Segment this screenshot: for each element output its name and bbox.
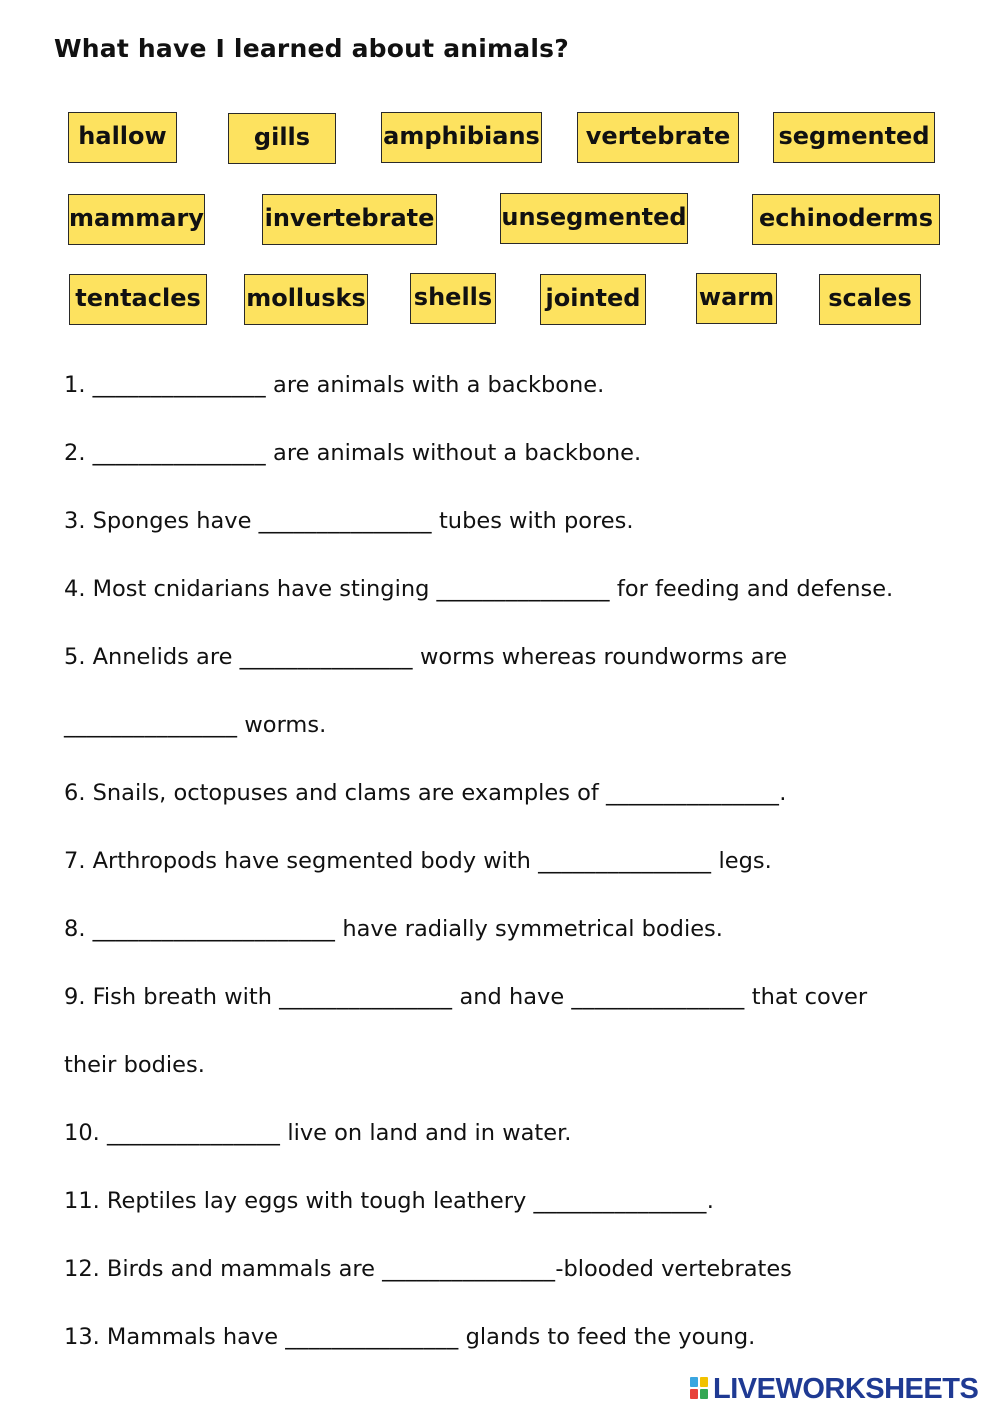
- answer-blank-6[interactable]: _______________: [605, 780, 780, 806]
- question-3-text: tubes with pores.: [431, 508, 634, 534]
- question-9-continued-text: their bodies.: [64, 1052, 205, 1078]
- question-4-prefix: 4. Most cnidarians have stinging: [64, 576, 437, 602]
- question-4: [64, 572, 893, 606]
- answer-blank-1[interactable]: _______________: [92, 372, 266, 398]
- answer-blank-10[interactable]: _______________: [106, 1120, 281, 1146]
- answer-blank-7[interactable]: _______________: [538, 848, 712, 874]
- answer-blank-3[interactable]: _______________: [258, 508, 432, 534]
- question-10-text: live on land and in water.: [280, 1120, 572, 1146]
- question-9: [64, 980, 867, 1014]
- question-9-prefix: 9. Fish breath with: [64, 984, 280, 1010]
- answer-blank-12[interactable]: _______________: [382, 1256, 556, 1282]
- liveworksheets-logo-text: LIVEWORKSHEETS: [713, 1372, 979, 1405]
- answer-blank-4[interactable]: _______________: [436, 576, 610, 602]
- answer-blank-9b[interactable]: _______________: [571, 984, 745, 1010]
- question-11-text: .: [706, 1188, 714, 1214]
- question-1-text: are animals with a backbone.: [265, 372, 605, 398]
- question-2-text: are animals without a backbone.: [265, 440, 642, 466]
- answer-blank-5b[interactable]: _______________: [64, 712, 238, 738]
- question-13-prefix: 13. Mammals have: [64, 1324, 286, 1350]
- question-7-prefix: 7. Arthropods have segmented body with: [64, 848, 539, 874]
- question-9-text: that cover: [744, 984, 868, 1010]
- question-1-prefix: 1.: [64, 372, 93, 398]
- question-5: [64, 640, 787, 674]
- liveworksheets-logo-icon: [690, 1377, 710, 1401]
- question-3-prefix: 3. Sponges have: [64, 508, 259, 534]
- question-1: [64, 368, 604, 402]
- word-chip-segmented[interactable]: segmented: [773, 112, 935, 163]
- question-10-prefix: 10.: [64, 1120, 107, 1146]
- question-10: [64, 1116, 571, 1150]
- word-chip-gills[interactable]: gills: [228, 113, 336, 164]
- question-5-text: worms whereas roundworms are: [412, 644, 788, 670]
- question-6-prefix: 6. Snails, octopuses and clams are examples of: [64, 780, 606, 806]
- answer-blank-5a[interactable]: _______________: [239, 644, 413, 670]
- question-11-prefix: 11. Reptiles lay eggs with tough leathery: [64, 1188, 534, 1214]
- word-chip-hallow[interactable]: hallow: [68, 112, 177, 163]
- answer-blank-2[interactable]: _______________: [92, 440, 266, 466]
- question-12-prefix: 12. Birds and mammals are: [64, 1256, 383, 1282]
- word-chip-mammary[interactable]: mammary: [68, 194, 205, 245]
- answer-blank-9a[interactable]: _______________: [279, 984, 453, 1010]
- word-chip-mollusks[interactable]: mollusks: [244, 274, 368, 325]
- word-chip-invertebrate[interactable]: invertebrate: [262, 194, 437, 245]
- word-chip-warm[interactable]: warm: [696, 273, 777, 324]
- answer-blank-13[interactable]: _______________: [285, 1324, 459, 1350]
- question-9-continued: [64, 1048, 205, 1082]
- answer-blank-11[interactable]: _______________: [533, 1188, 707, 1214]
- question-13-text: glands to feed the young.: [458, 1324, 756, 1350]
- question-6: [64, 776, 786, 810]
- question-7: [64, 844, 772, 878]
- question-6-text: .: [779, 780, 787, 806]
- liveworksheets-logo: [690, 1372, 978, 1406]
- word-chip-jointed[interactable]: jointed: [540, 274, 646, 325]
- question-12: [64, 1252, 792, 1286]
- question-9-middle: and have: [452, 984, 572, 1010]
- word-chip-scales[interactable]: scales: [819, 274, 921, 325]
- question-2-prefix: 2.: [64, 440, 93, 466]
- question-2: [64, 436, 641, 470]
- question-5-continued: [64, 708, 326, 742]
- question-8: [64, 912, 723, 946]
- worksheet-title: What have I learned about animals?: [54, 34, 569, 63]
- question-7-text: legs.: [711, 848, 772, 874]
- question-3: [64, 504, 633, 538]
- question-8-text: have radially symmetrical bodies.: [335, 916, 723, 942]
- question-8-prefix: 8.: [64, 916, 93, 942]
- word-chip-tentacles[interactable]: tentacles: [69, 274, 207, 325]
- word-chip-echinoderms[interactable]: echinoderms: [752, 194, 940, 245]
- word-chip-unsegmented[interactable]: unsegmented: [500, 193, 688, 244]
- question-5-prefix: 5. Annelids are: [64, 644, 240, 670]
- question-5-continued-text: worms.: [237, 712, 327, 738]
- question-12-text: -blooded vertebrates: [555, 1256, 792, 1282]
- word-chip-vertebrate[interactable]: vertebrate: [577, 112, 739, 163]
- word-chip-shells[interactable]: shells: [410, 273, 496, 324]
- answer-blank-8[interactable]: _____________________: [92, 916, 336, 942]
- question-13: [64, 1320, 755, 1354]
- word-chip-amphibians[interactable]: amphibians: [381, 112, 542, 163]
- question-4-text: for feeding and defense.: [609, 576, 894, 602]
- question-11: [64, 1184, 714, 1218]
